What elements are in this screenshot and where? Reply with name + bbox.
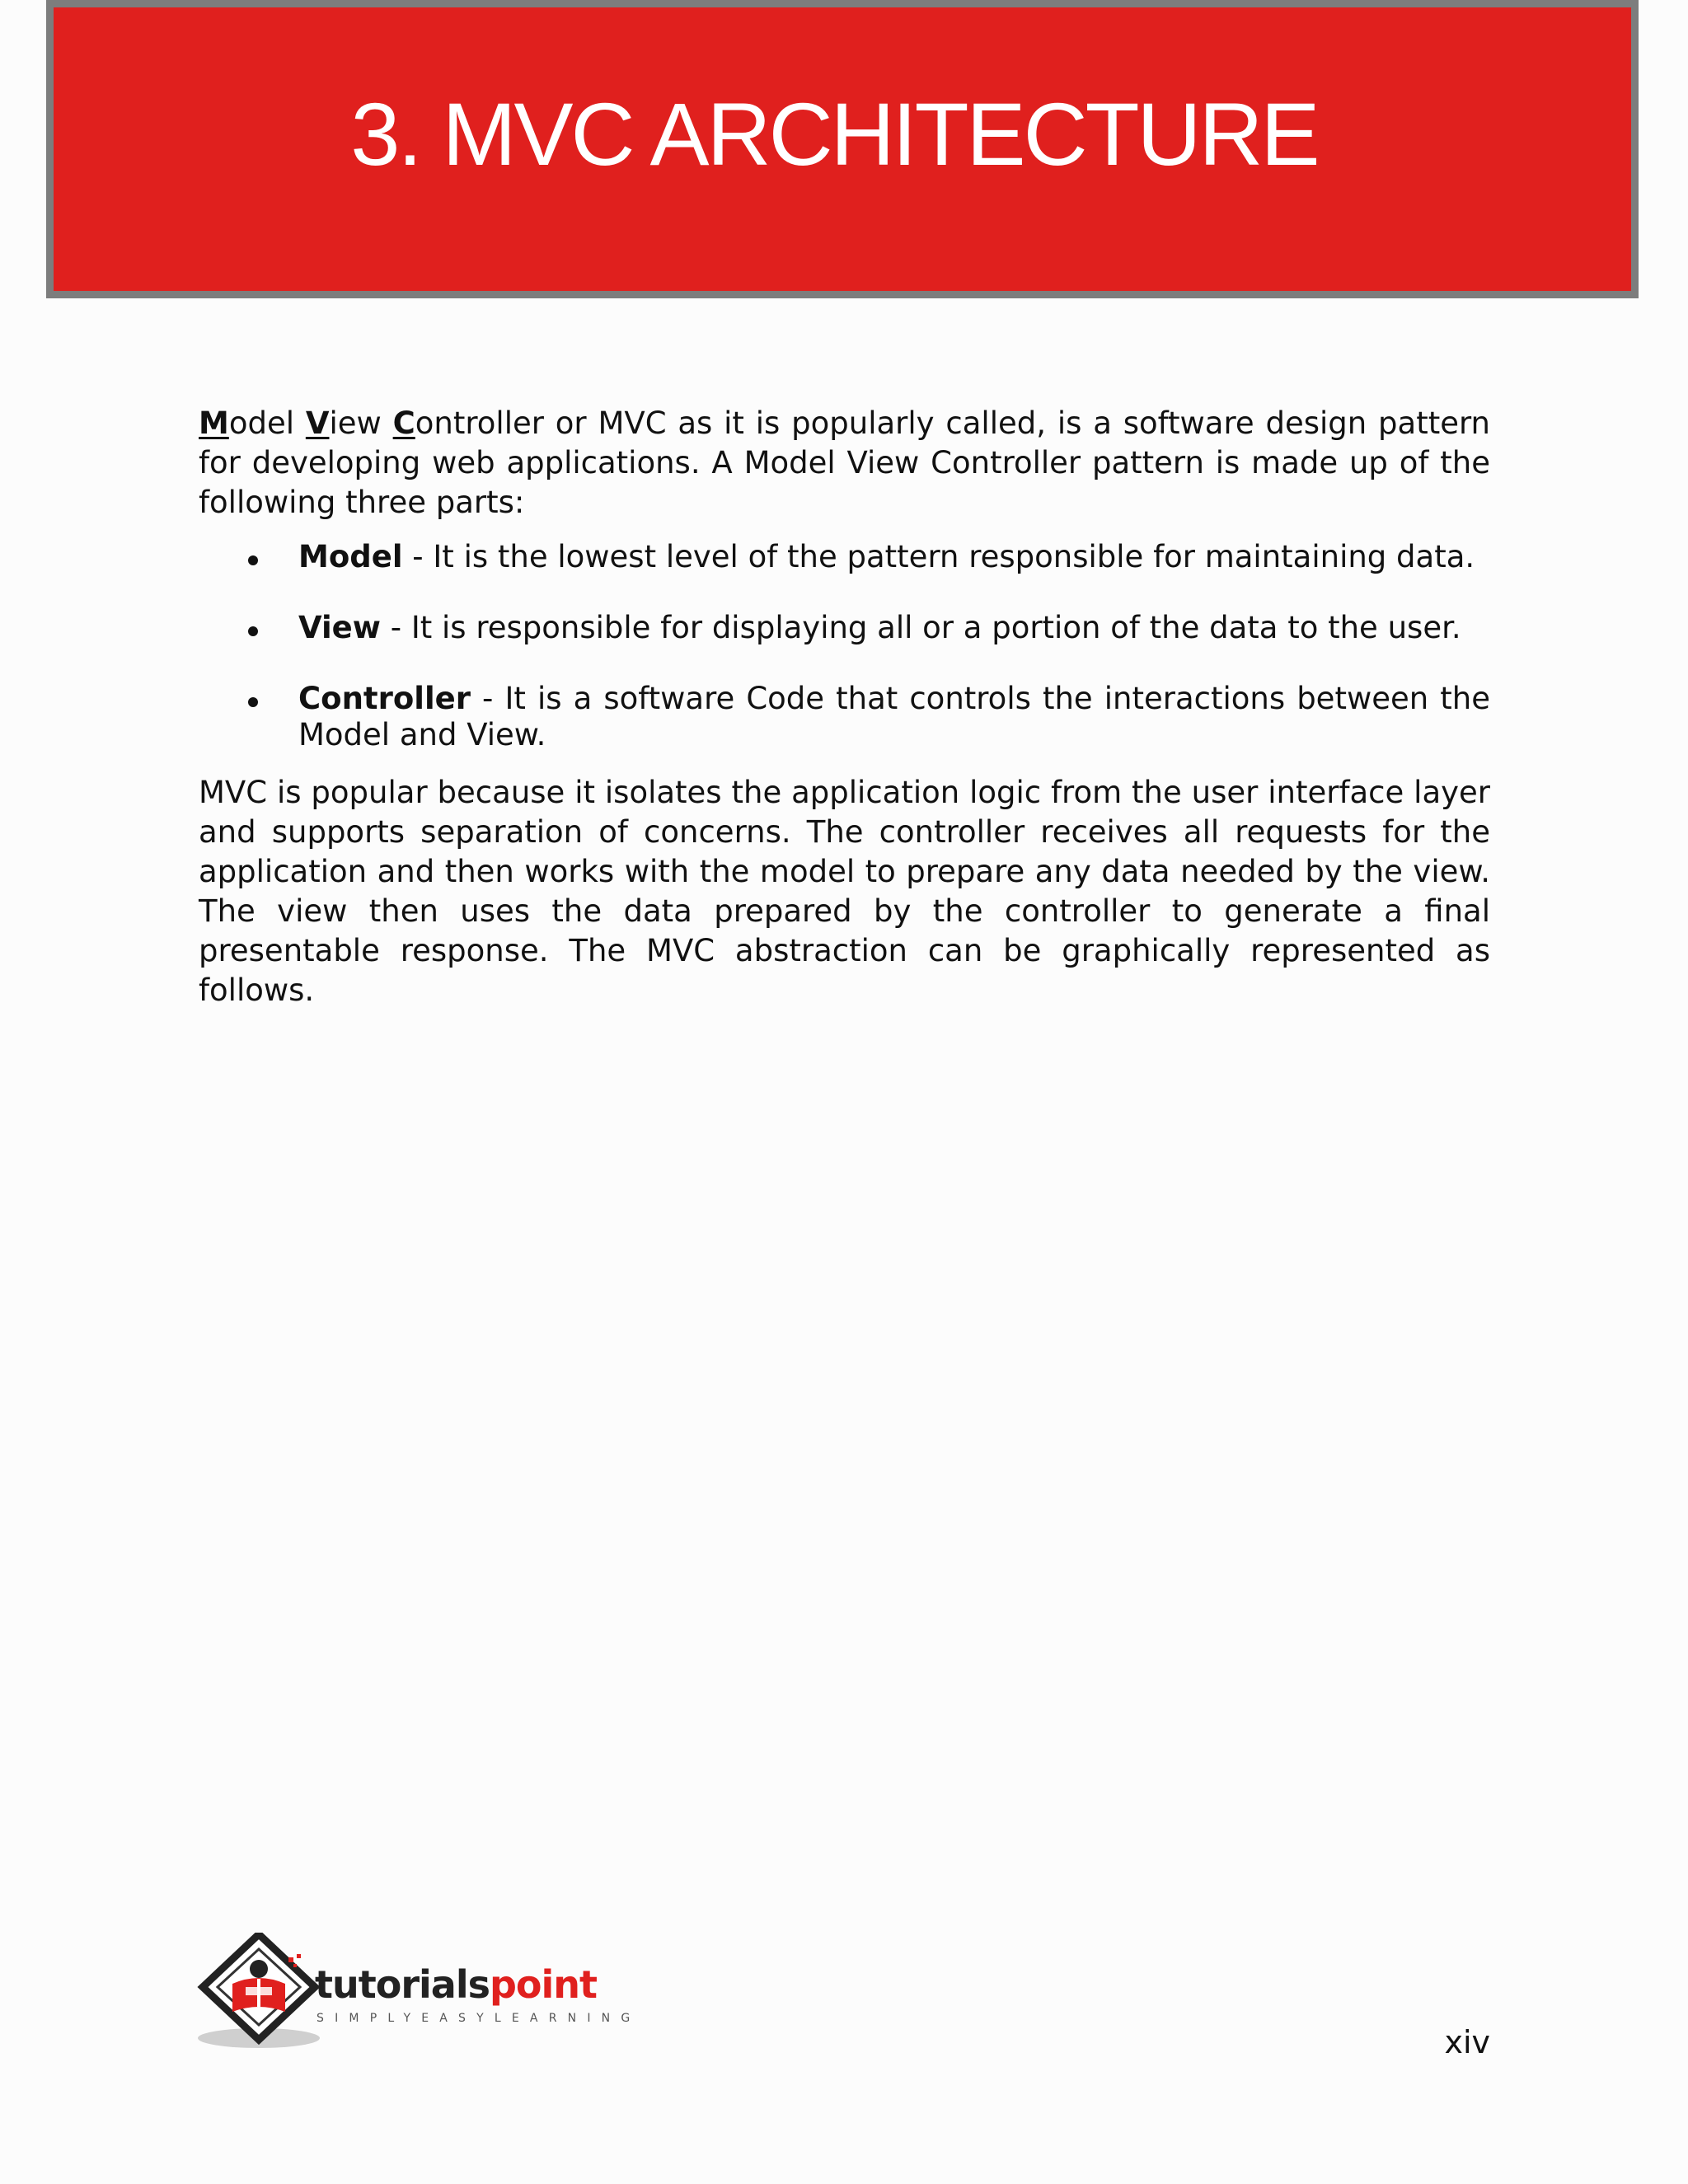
chapter-title-banner	[46, 0, 1639, 298]
bullet-icon	[248, 697, 258, 707]
list-item-controller	[199, 681, 1490, 753]
page-content	[199, 404, 1490, 1010]
intro-c-letter: C	[392, 405, 415, 441]
bullet-icon	[248, 555, 258, 565]
intro-m-letter: M	[199, 405, 229, 441]
intro-paragraph	[199, 404, 1490, 523]
term-model: Model	[298, 539, 403, 574]
intro-v-letter: V	[305, 405, 330, 441]
logo-word-tutorials: tutorials	[315, 1962, 490, 2007]
page-number: xiv	[1444, 2024, 1490, 2060]
chapter-title: 3. MVC ARCHITECTURE	[350, 84, 1318, 184]
term-view: View	[298, 610, 381, 645]
term-controller: Controller	[298, 681, 471, 716]
logo-tagline: SIMPLYEASYLEARNING	[316, 2012, 641, 2025]
summary-paragraph: MVC is popular because it isolates the application logic from the user interface layer and supports separation of concerns. The controller receives all requests for the application and then works with the model to prepare any data needed by the view. The view then uses the data prepared by the controller to generate a final presentable response. The MVC abstraction can be graphically represented as follows.	[199, 775, 1490, 1008]
desc-controller: - It is a software Code that controls the interactions between the Model and View.	[298, 681, 1490, 752]
list-item-model	[199, 539, 1490, 575]
intro-v-rest: iew	[329, 405, 393, 441]
tutorialspoint-logo	[195, 1933, 641, 2056]
mvc-parts-list	[199, 539, 1490, 753]
intro-m-rest: odel	[228, 405, 306, 441]
bullet-icon	[248, 626, 258, 636]
tutorialspoint-logo-icon	[195, 1933, 326, 2056]
list-item-view	[199, 610, 1490, 646]
logo-word-point: point	[489, 1962, 598, 2007]
desc-model: - It is the lowest level of the pattern responsible for maintaining data.	[402, 539, 1475, 574]
desc-view: - It is responsible for displaying all or a portion of the data to the user.	[380, 610, 1461, 645]
logo-wordmark	[315, 1962, 598, 2007]
intro-c-rest: ontroller or MVC as it is popularly called, is a software design pattern for developing web applications. A Model View Controller pattern is made up of the following three parts:	[199, 405, 1490, 520]
